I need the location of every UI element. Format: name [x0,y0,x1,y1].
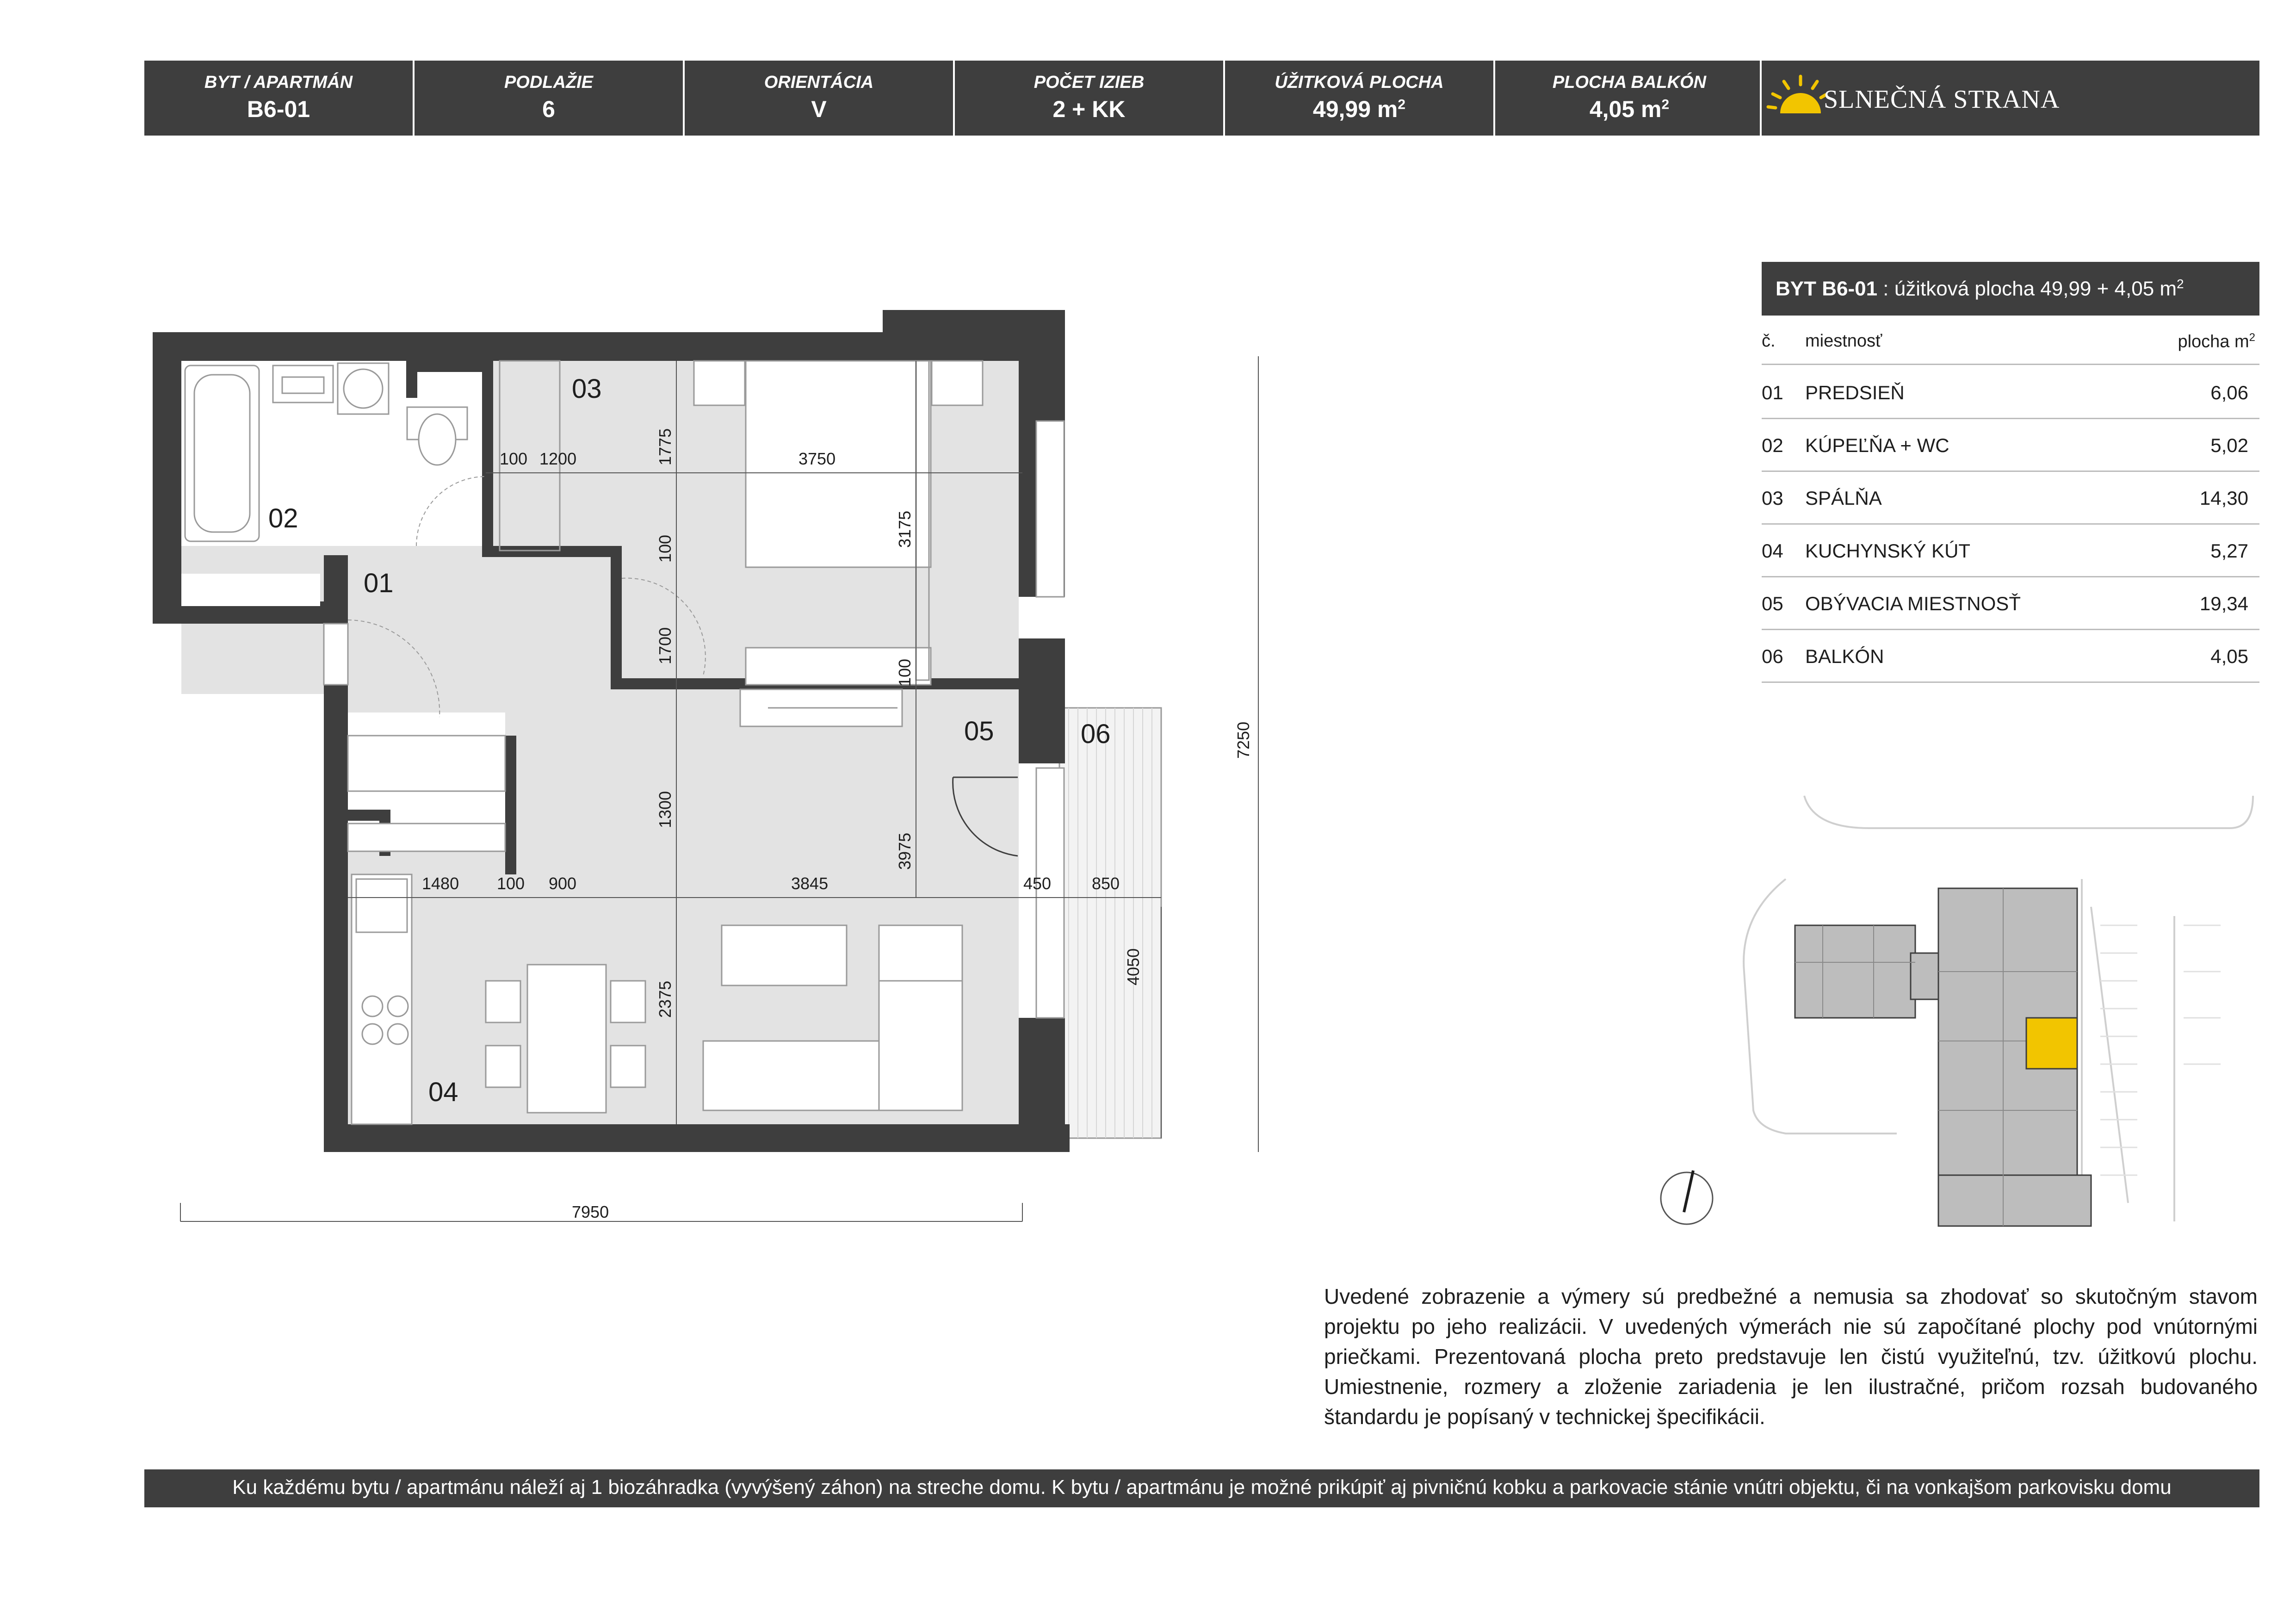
legend-col-area-text: plocha m [2178,332,2249,352]
dim-label: 1200 [539,449,577,468]
room-number-05: 05 [964,716,994,746]
legend-row-area: 6,06 [2210,382,2248,403]
header-label: POČET IZIEB [1034,73,1145,92]
room-number-06: 06 [1081,719,1111,749]
room-number-01: 01 [364,568,394,598]
disclaimer-text: Uvedené zobrazenie a výmery sú predbežné a nemusia sa zhodovať so skutočným stavom projektu po jeho realizácii. V uvedených výmerách nie sú započítané plochy pod vnútornými priečkami. Prezentovaná plocha preto predstavuje len čistú využiteľnú, tzv. úžitkovú plochu. Umiestnenie, rozmery a zloženie zariadenia je len ilustračné, pričom rozsah budovaného štandardu je popísaný v technickej špecifikácii. [1324,1284,2258,1429]
legend-row [1762,523,2259,577]
legend-row [1762,576,2259,630]
dim-label: 100 [500,449,528,468]
legend-col-area [2178,331,2255,352]
dim-label: 4050 [1124,948,1143,985]
dim-label: 850 [1092,874,1120,893]
dim-label: 3175 [895,510,914,548]
footer-text: Ku každému bytu / apartmánu náleží aj 1 biozáhradka (vyvýšený záhon) na streche domu. K bytu / apartmánu je možné prikúpiť aj pivničnú kobku a parkovacie stánie vnútri objektu, či na vonkajšom parkovisku domu [232,1476,2172,1499]
legend-row-no: 01 [1762,382,1783,403]
legend-row-name: KÚPEĽŇA + WC [1805,434,1949,456]
dim-label: 1700 [656,627,675,664]
site-key-plan [1661,796,2253,1226]
header-value: 6 [542,96,555,122]
dim-label: 100 [895,658,914,687]
legend-col-no: č. [1762,331,1776,351]
legend-header [1762,262,2259,316]
header-label: BYT / APARTMÁN [204,73,353,92]
dim-label: 1300 [656,791,675,828]
legend-row-name: PREDSIEŇ [1805,382,1905,403]
legend-row-area: 5,02 [2210,434,2248,456]
header-label: PODLAŽIE [504,73,594,92]
legend-row-area: 14,30 [2199,487,2248,509]
legend-row-no: 02 [1762,434,1783,456]
legend-row [1762,365,2259,419]
legend-row-area: 5,27 [2210,540,2248,562]
legend-row-no: 04 [1762,540,1783,562]
header-value-sup: 2 [1661,97,1670,112]
header-label: ÚŽITKOVÁ PLOCHA [1275,73,1444,92]
legend-row-no: 05 [1762,593,1783,614]
room-number-02: 02 [268,503,298,533]
header-value: B6-01 [247,96,310,122]
header-value: 2 + KK [1052,96,1126,122]
legend-title-bold: BYT B6-01 [1776,277,1878,300]
legend-col-name: miestnosť [1805,331,1882,351]
legend-row-name: SPÁLŇA [1805,487,1882,509]
dim-label: 1775 [656,428,675,465]
dim-label: 3975 [895,832,914,870]
legend-title-sup: 2 [2177,277,2184,291]
header-value-text: 49,99 m [1312,96,1398,122]
footer-bar [144,1469,2259,1507]
legend-title-rest: : úžitková plocha 49,99 + 4,05 m [1877,277,2177,300]
room-number-04: 04 [428,1077,458,1107]
legend-row-name: BALKÓN [1805,645,1884,667]
header-label: PLOCHA BALKÓN [1552,73,1707,92]
legend-row-name: OBÝVACIA MIESTNOSŤ [1805,593,2021,614]
legend-row-area: 19,34 [2199,593,2248,614]
dim-label: 3750 [798,449,836,468]
dim-label: 3845 [791,874,829,893]
legend-row-no: 06 [1762,645,1783,667]
legend-row [1762,471,2259,525]
highlighted-apartment [2026,1018,2077,1069]
header-label: ORIENTÁCIA [764,73,874,92]
legend-col-area-sup: 2 [2249,331,2255,344]
header-value-text: 4,05 m [1589,96,1662,122]
dim-label: 1480 [422,874,459,893]
dim-label: 100 [656,534,675,563]
logo-text: SLNEČNÁ STRANA [1824,85,2060,114]
dim-label: 900 [549,874,577,893]
legend-row [1762,629,2259,683]
legend-row-area: 4,05 [2210,645,2248,667]
dim-label-total-width: 7950 [572,1202,609,1221]
dim-label-total-height: 7250 [1234,721,1253,759]
room-number-03: 03 [572,374,602,404]
legend-row [1762,418,2259,472]
legend-title [1776,277,2184,301]
dim-label: 2375 [656,980,675,1018]
dim-label: 450 [1023,874,1052,893]
balcony [1059,708,1161,1138]
header-value-sup: 2 [1398,97,1406,112]
header-value: V [811,96,827,122]
legend-row-no: 03 [1762,487,1783,509]
dim-label: 100 [497,874,525,893]
legend-row-name: KUCHYNSKÝ KÚT [1805,540,1971,562]
